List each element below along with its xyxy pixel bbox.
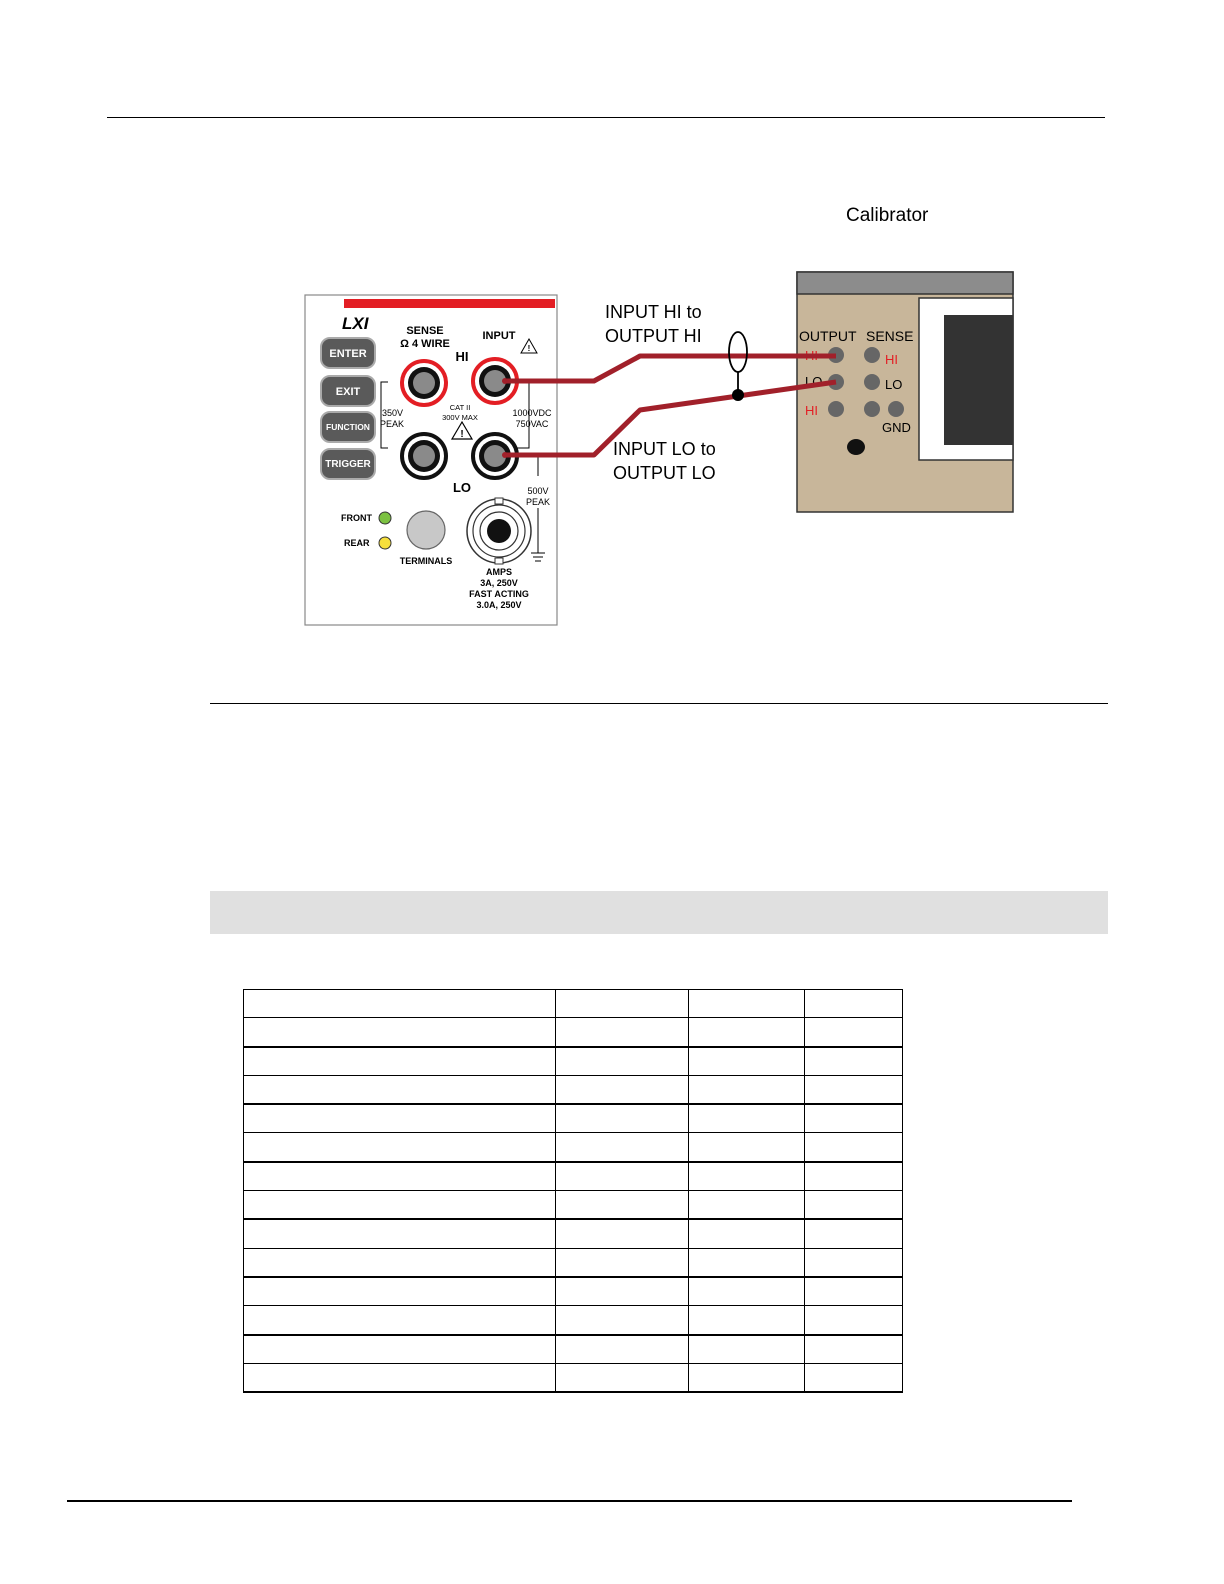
twisted-pair-marker (729, 332, 747, 372)
table-cell (689, 1133, 805, 1162)
table-row (244, 1018, 903, 1047)
table-row (244, 1277, 903, 1306)
table-cell (244, 1104, 556, 1133)
hi-label: HI (455, 349, 469, 364)
rating-350v: 350V (382, 408, 404, 418)
dmm-front-panel (305, 295, 557, 625)
table-cell (556, 1363, 689, 1392)
calibrator-title: Calibrator (846, 205, 929, 226)
table-cell (556, 1306, 689, 1335)
sense-hi-jack[interactable] (402, 361, 446, 405)
sense-lo-terminal[interactable] (864, 374, 880, 390)
calibrator-knob (847, 439, 865, 455)
front-led (379, 512, 391, 524)
calibrator-display (944, 315, 1013, 445)
svg-text:!: ! (527, 344, 531, 353)
table-cell (689, 1306, 805, 1335)
aux-hi-terminal[interactable] (828, 401, 844, 417)
lxi-logo: LXI (342, 314, 369, 333)
table-cell (689, 990, 805, 1018)
table-cell (244, 1191, 556, 1220)
table-cell (689, 1248, 805, 1277)
table-caption-band (210, 891, 1108, 934)
amps-fast-acting: FAST ACTING (469, 589, 529, 599)
table-row (244, 1047, 903, 1076)
amps-rating: 3A, 250V (480, 578, 518, 588)
table-row (244, 1133, 903, 1162)
table-cell (805, 1191, 903, 1220)
hi-connection-label-1: INPUT HI to (605, 302, 702, 322)
hi-connection-label-2: OUTPUT HI (605, 326, 702, 346)
front-label: FRONT (341, 513, 372, 523)
rating-350v-peak: PEAK (380, 419, 405, 429)
wire-junction-dot (732, 389, 744, 401)
table-cell (689, 1162, 805, 1191)
svg-text:EXIT: EXIT (335, 386, 361, 398)
terminals-label: TERMINALS (399, 556, 453, 566)
table-cell (244, 990, 556, 1018)
sense-hi-terminal[interactable] (864, 347, 880, 363)
table-cell (244, 1363, 556, 1392)
table-cell (244, 1306, 556, 1335)
footer-rule (67, 1500, 1072, 1502)
rating-500v-peak: PEAK (525, 497, 551, 507)
table-cell (805, 1104, 903, 1133)
amps-label: AMPS (485, 567, 513, 577)
calibrator-top-bar (797, 272, 1013, 294)
trigger-button[interactable] (321, 449, 375, 479)
table-cell (556, 1248, 689, 1277)
table-cell (689, 1363, 805, 1392)
exit-button[interactable] (321, 376, 375, 406)
dmm-accent-bar (344, 299, 555, 308)
table-cell (805, 1075, 903, 1104)
table-cell (244, 1219, 556, 1248)
cat-ii-label: CAT II (449, 403, 471, 412)
table-row (244, 1162, 903, 1191)
rating-750vac: 750VAC (515, 419, 549, 429)
table-cell (556, 1219, 689, 1248)
lo-label: LO (452, 480, 472, 495)
gnd-label: GND (882, 420, 911, 435)
table-row (244, 990, 903, 1018)
table-cell (244, 1277, 556, 1306)
sense-lo-jack[interactable] (402, 434, 446, 478)
output-lo-label: LO (805, 374, 823, 389)
table-cell (244, 1248, 556, 1277)
table-cell (689, 1191, 805, 1220)
table-cell (689, 1219, 805, 1248)
table-row (244, 1248, 903, 1277)
table-row (244, 1075, 903, 1104)
enter-button[interactable] (321, 338, 375, 368)
sense-4wire-label: Ω 4 WIRE (400, 338, 450, 350)
connection-diagram (0, 0, 1224, 700)
rear-label: REAR (344, 538, 370, 548)
table-cell (805, 1363, 903, 1392)
input-label: INPUT (482, 330, 516, 342)
calibrator-output-label: OUTPUT (799, 328, 857, 344)
lo-connection-label-2: OUTPUT LO (613, 463, 716, 483)
sense-label: SENSE (406, 325, 444, 337)
rear-led (379, 537, 391, 549)
amps-jack[interactable] (467, 498, 531, 564)
calibrator-unit (797, 272, 1013, 512)
svg-text:ENTER: ENTER (329, 348, 367, 360)
table-cell (805, 1277, 903, 1306)
table-cell (689, 1335, 805, 1364)
table-cell (689, 1277, 805, 1306)
table-cell (556, 1018, 689, 1047)
table-cell (244, 1075, 556, 1104)
table-cell (556, 990, 689, 1018)
aux-hi-label: HI (805, 403, 818, 418)
calibrator-sense-label: SENSE (866, 328, 914, 344)
table-cell (689, 1047, 805, 1076)
function-button[interactable] (321, 412, 375, 442)
table-cell (805, 1047, 903, 1076)
svg-text:!: ! (460, 429, 464, 440)
section-rule (210, 703, 1108, 704)
table-cell (244, 1018, 556, 1047)
output-hi-label: HI (805, 348, 818, 363)
table-cell (556, 1104, 689, 1133)
table-cell (244, 1047, 556, 1076)
svg-text:TRIGGER: TRIGGER (325, 459, 371, 470)
table-cell (556, 1191, 689, 1220)
table-cell (805, 990, 903, 1018)
table-row (244, 1104, 903, 1133)
table-cell (556, 1133, 689, 1162)
table-cell (689, 1104, 805, 1133)
sense-hi-label: HI (885, 352, 898, 367)
table-row (244, 1335, 903, 1364)
cat-300v-label: 300V MAX (442, 413, 478, 422)
table-row (244, 1306, 903, 1335)
gnd-terminal-1[interactable] (864, 401, 880, 417)
table-cell (244, 1133, 556, 1162)
table-cell (689, 1075, 805, 1104)
data-table (243, 989, 903, 1393)
table-row (244, 1219, 903, 1248)
table-row (244, 1363, 903, 1392)
table-cell (805, 1162, 903, 1191)
rating-1000vdc: 1000VDC (512, 408, 552, 418)
table-cell (805, 1219, 903, 1248)
table-cell (244, 1335, 556, 1364)
table-cell (805, 1248, 903, 1277)
terminals-button[interactable] (407, 511, 445, 549)
table-cell (556, 1162, 689, 1191)
table-cell (556, 1335, 689, 1364)
amps-fuse-rating: 3.0A, 250V (476, 600, 522, 610)
table-cell (244, 1162, 556, 1191)
table-cell (556, 1047, 689, 1076)
table-cell (805, 1133, 903, 1162)
rating-500v: 500V (527, 486, 549, 496)
gnd-terminal-2[interactable] (888, 401, 904, 417)
svg-text:FUNCTION: FUNCTION (326, 422, 370, 432)
lo-connection-label-1: INPUT LO to (613, 439, 716, 459)
table-cell (556, 1277, 689, 1306)
sense-lo-label: LO (885, 377, 903, 392)
table-cell (805, 1335, 903, 1364)
table-row (244, 1191, 903, 1220)
table-cell (805, 1306, 903, 1335)
table-cell (556, 1075, 689, 1104)
table-cell (805, 1018, 903, 1047)
table-cell (689, 1018, 805, 1047)
